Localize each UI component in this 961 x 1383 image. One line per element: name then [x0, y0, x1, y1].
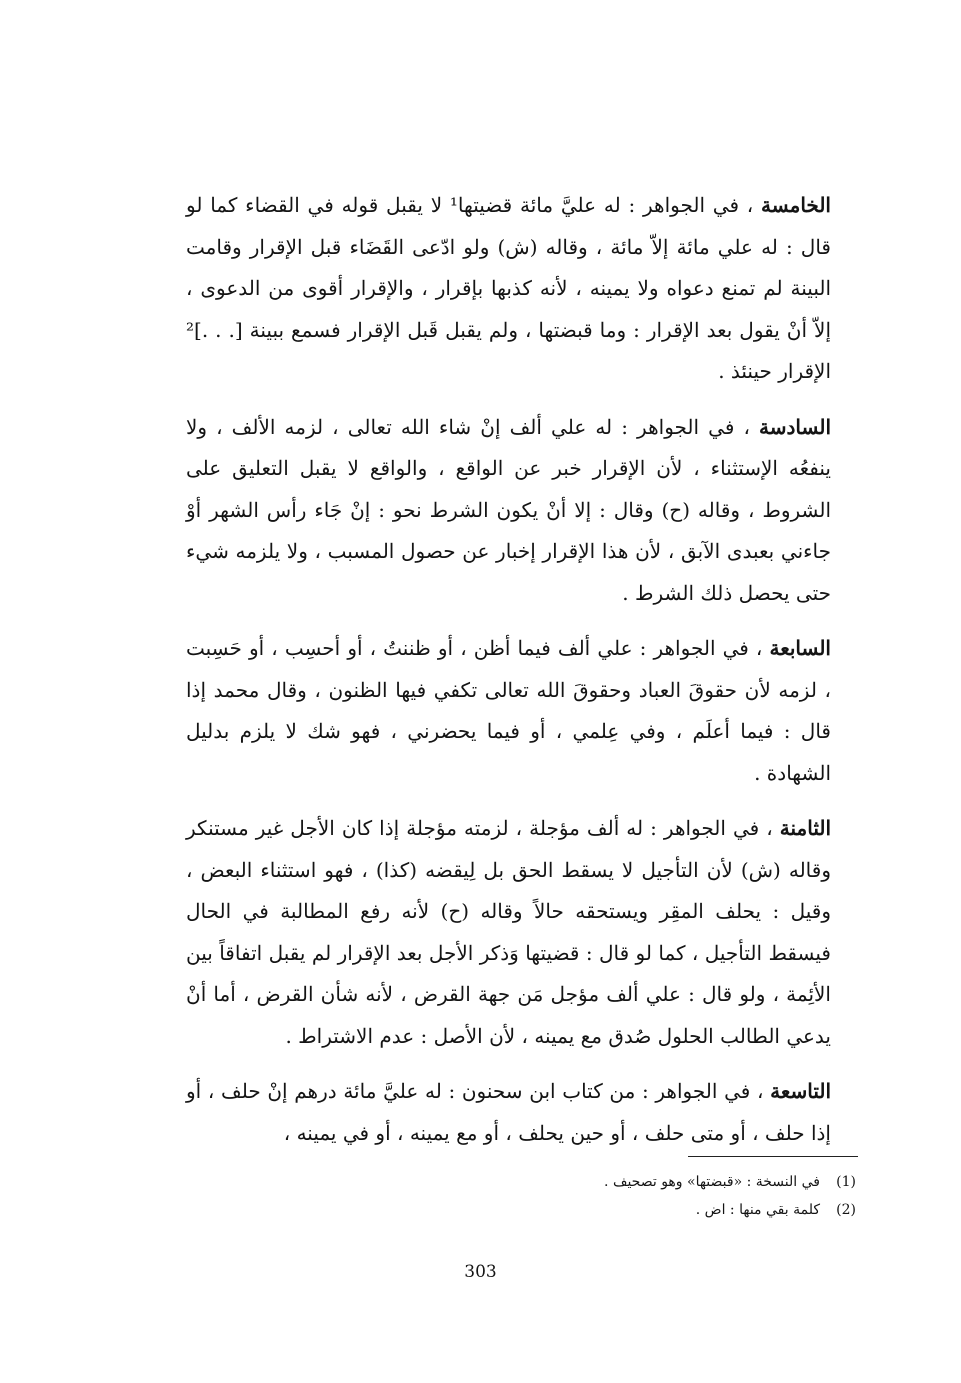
footnotes: [186, 1168, 856, 1224]
footnote-text: في النسخة : «قبضتها» وهو تصحيف .: [604, 1174, 820, 1190]
page-number: 303: [464, 1262, 497, 1282]
paragraph-heading: التاسعة: [770, 1079, 832, 1103]
paragraph-text: ، في الجواهر : علي ألف فيما أظن ، أو ظننتُ ، أو أحسِب ، أو حَسِبت ، لزمه لأن حقوقَ العباد وحقوقَ الله تعالى تكفي فيها الظنون ، وقال محمد إذا قال : فيما أعلَم ، وفي عِلمي ، أو فيما يحضرني ، فهو شك لا يلزم بدليل الشهادة .: [186, 636, 831, 785]
footnote-2: [186, 1196, 856, 1224]
paragraph-fifth: [186, 185, 831, 393]
footnote-number: (1): [836, 1174, 856, 1190]
paragraph-text: ، في الجواهر : له علي ألف إنْ شاء الله تعالى ، لزمه الألف ، ولا ينفعُه الإستثناء ، لأن الإقرار خبر عن الواقع ، والواقع لا يقبل التعليق على الشروط ، وقاله (ح) وقال : إلا أنْ يكون الشرط نحو : إنْ جَاء رأس الشهر أوْ جاءني بعبدى الآبق ، لأن هذا الإقرار إخبار عن حصول المسبب ، ولا يلزمه شيء حتى يحصل ذلك الشرط .: [186, 414, 831, 605]
paragraph-sixth: [186, 407, 831, 615]
paragraph-ninth: [186, 1071, 831, 1154]
body-text: [186, 185, 831, 1154]
paragraph-eighth: [186, 808, 831, 1057]
paragraph-heading: السادسة: [759, 414, 832, 439]
paragraph-heading: السابعة: [769, 636, 831, 660]
footnote-number: (2): [836, 1202, 856, 1218]
footnote-1: [186, 1168, 856, 1196]
paragraph-text: ، في الجواهر : له ألف مؤجلة ، لزمته مؤجلة إذا كان الأجل غير مستنكر وقاله (ش) لأن التأجيل لا يسقط الحق بل لِيقضه (كذا) ، فهو استثناء البعض ، وقيل : يحلف المقِر ويستحقه حالاً وقاله (ح) لأنه رفع المطالبة في الحال فيسقط التأجيل ، كما لو قال : قضيتها وَذكر الأجل بعد الإقرار لم يقبل اتفاقاً بين الأئِمة ، ولو قال : علي ألف مؤجل مَن جهة القرض ، لأنه شأن القرض ، أما أنْ يدعي الطالب الحلول صُدق مع يمينه ، لأن الأصل : عدم الاشتراط .: [186, 816, 831, 1048]
footnote-divider: [688, 1156, 858, 1157]
footnote-text: كلمة بقي منها : اض .: [695, 1202, 820, 1218]
paragraph-seventh: [186, 628, 831, 794]
paragraph-heading: الخامسة: [761, 193, 831, 217]
paragraph-heading: الثامنة: [779, 816, 832, 840]
paragraph-text: ، في الجواهر : له عليَّ مائة قضيتها¹ لا يقبل قوله في القضاء كما لو قال : له علي مائة إلاّ مائة ، وقاله (ش) ولو ادّعى القَضَاء قبل الإقرار وقامت البينة لم تمنع دعواه ولا يمينه ، لأنه كذبها بإقرار ، والإقرار أقوى من الدعوى ، إلاّ أنْ يقول بعد الإقرار : وما قبضتها ، ولم يقبل قَبل الإقرار فسمع ببينة [. . .]² الإقرار حينئذ .: [186, 193, 831, 383]
paragraph-text: ، في الجواهر : من كتاب ابن سحنون : له عليَّ مائة درهم إنْ حلف ، أو إذا حلف ، أو متى حلف ، أو حين يحلف ، أو مع يمينه ، أو في يمينه ،: [186, 1079, 831, 1145]
